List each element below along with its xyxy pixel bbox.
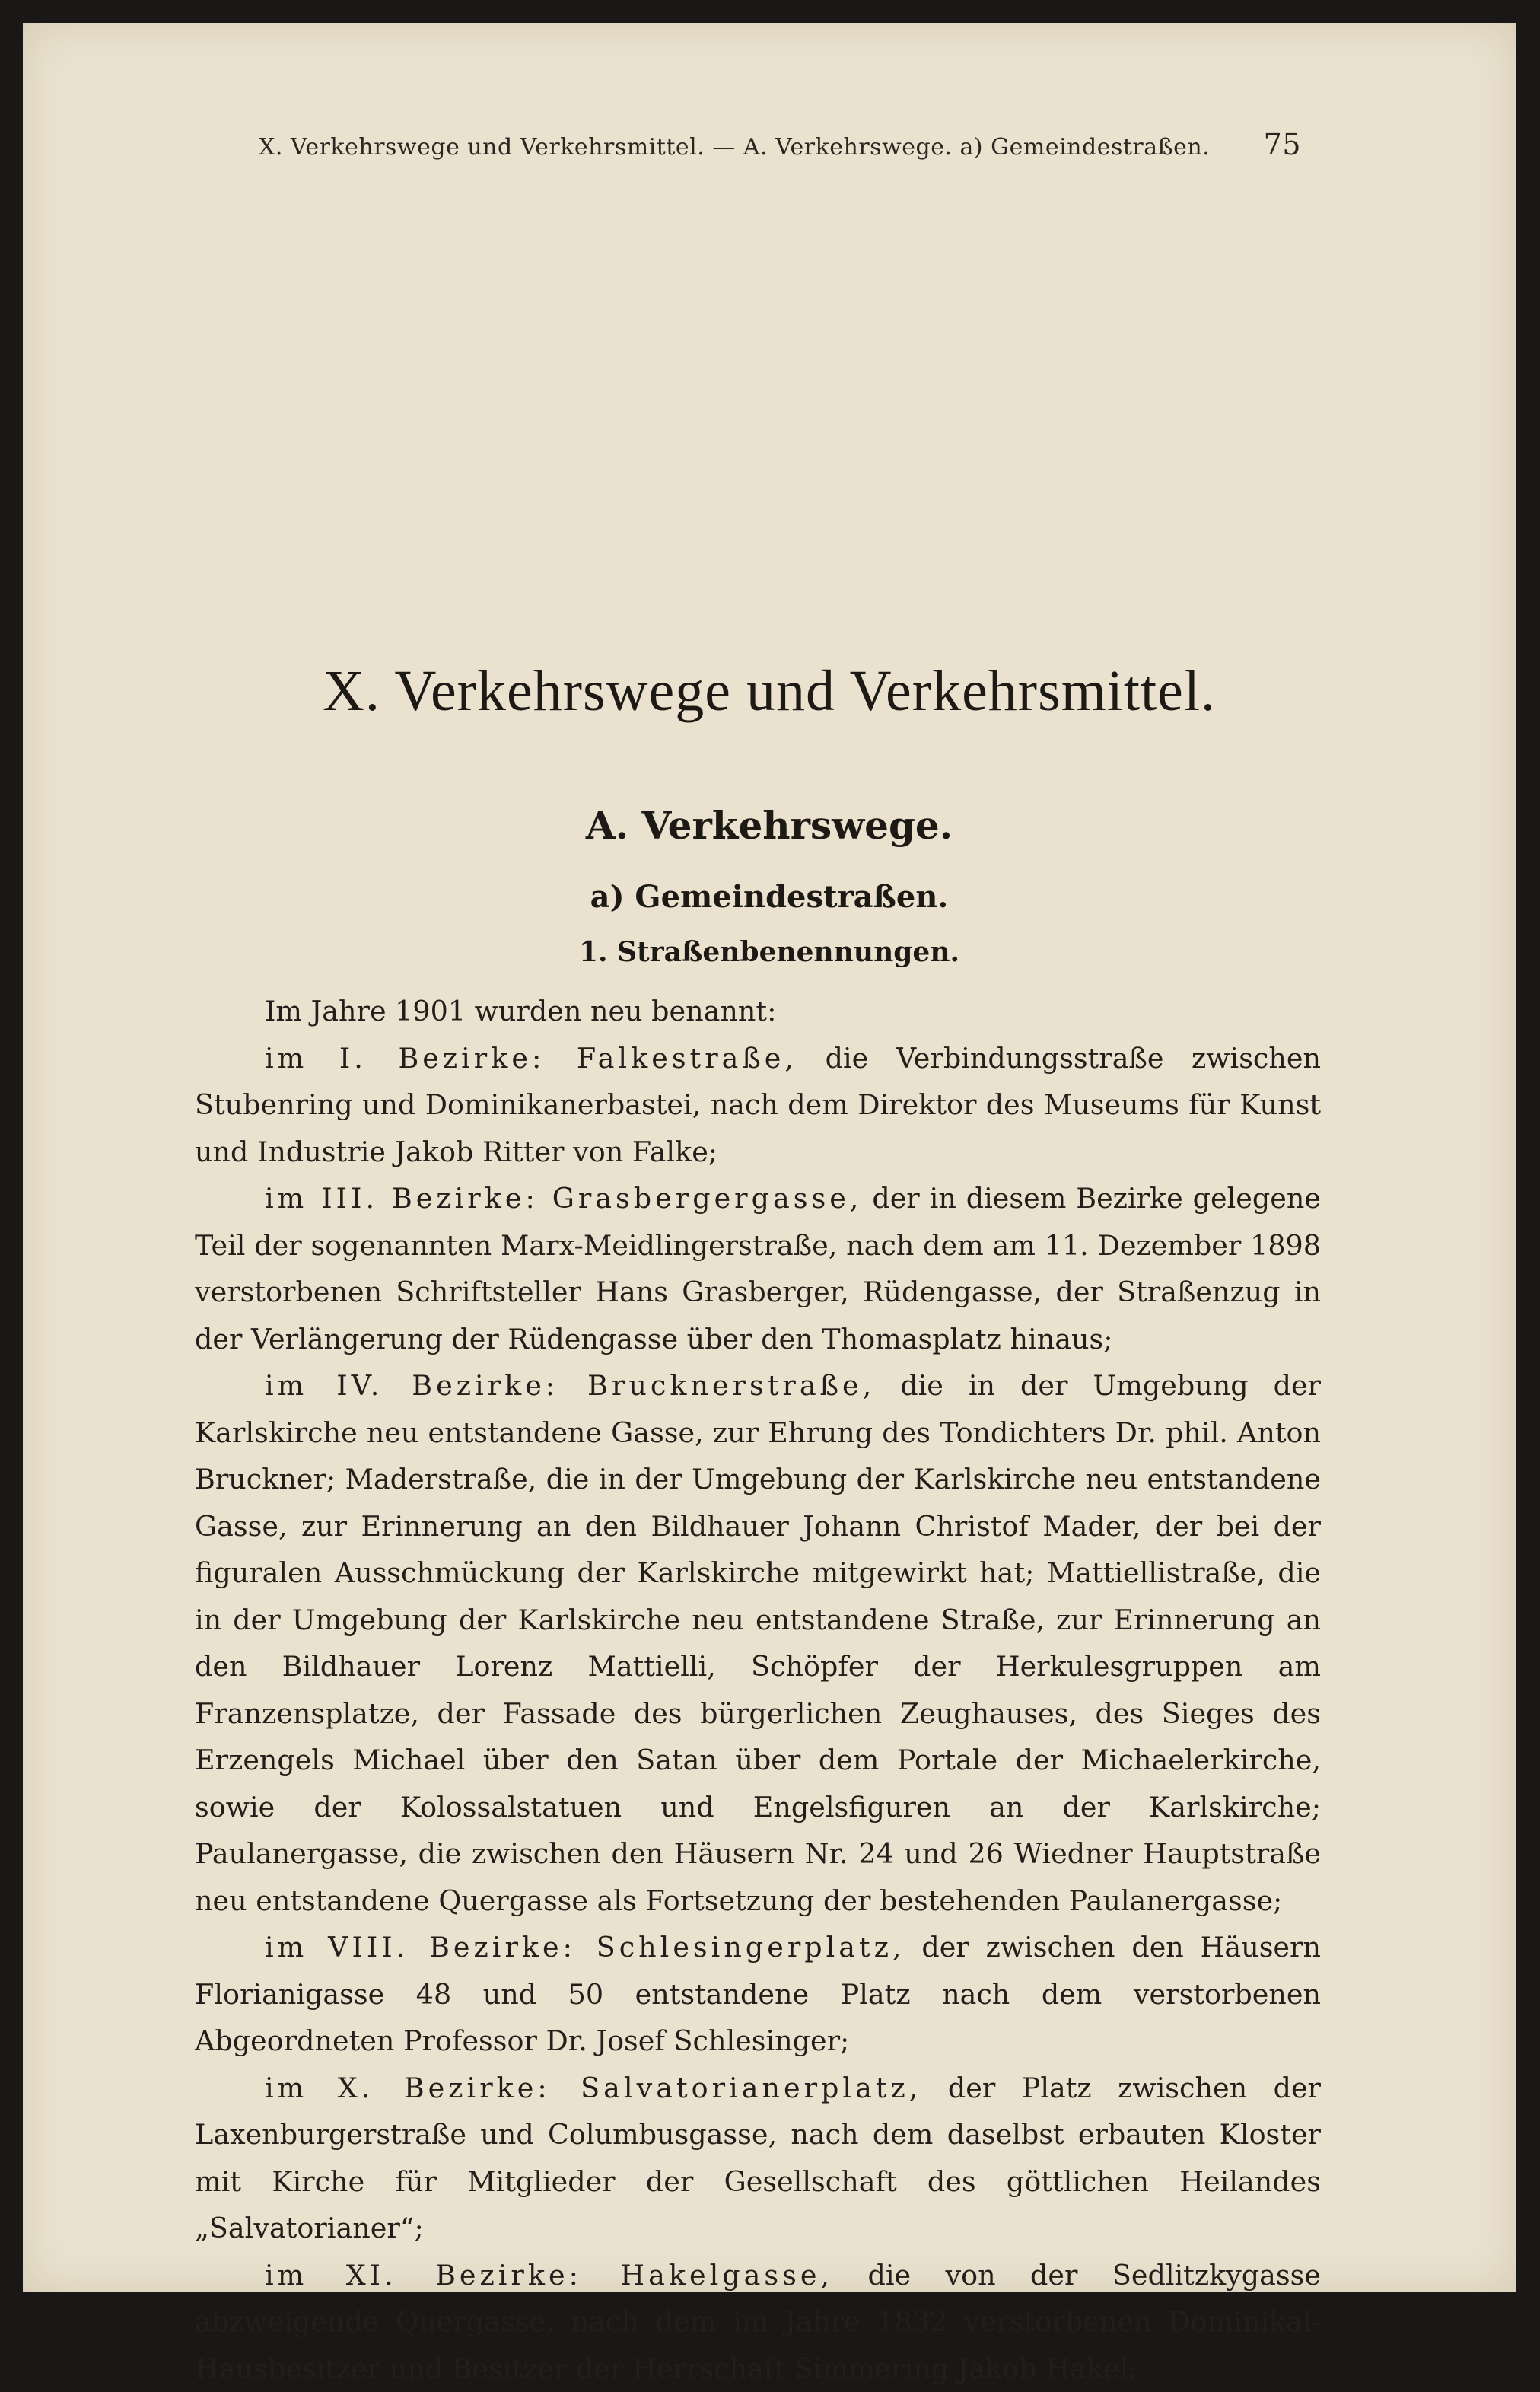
paragraph-text: die Verbindungsstraße zwischen Stubenring und Dominikanerbastei, nach dem Direktor des Museums für Kunst und Industrie Jakob Ritter von Falke; <box>195 1042 1321 1168</box>
paragraph-text: der in diesem Bezirke gelegene Teil der sogenannten Marx-Meidlingerstraße, nach dem am 11. Dezember 1898 verstorbenen Schriftsteller Hans Grasberger, Rüdengasse, der Straßenzug in der Verlängerung der Rüdengasse über den Thomasplatz hinaus; <box>195 1182 1321 1355</box>
paragraph-intro <box>195 988 1321 1035</box>
paragraph-district-4 <box>195 1362 1321 1924</box>
running-head-title: X. Verkehrswege und Verkehrsmittel. — A. Verkehrswege. a) Gemeindestraßen. <box>259 134 1210 161</box>
body-text <box>195 988 1321 2392</box>
paragraph-text: Im Jahre 1901 wurden neu benannt: <box>265 995 776 1027</box>
paragraph-text: der zwischen den Häusern Florianigasse 48 und 50 entstandene Platz nach dem verstorbenen Abgeordneten Professor Dr. Josef Schlesinger; <box>195 1931 1321 2057</box>
paragraph-lead: im III. Bezirke: Grasbergergasse, <box>265 1182 862 1215</box>
paragraph-lead: im XI. Bezirke: Hakelgasse, <box>265 2259 833 2292</box>
paragraph-text: die in der Umgebung der Karlskirche neu entstandene Gasse, zur Ehrung des Tondichters Dr. phil. Anton Bruckner; Maderstraße, die in der Umgebung der Karlskirche neu entstandene Gasse, zur Erinnerung an den Bildhauer Johann Christof Mader, der bei der figuralen Ausschmückung der Karlskirche mitgewirkt hat; Mattiellistraße, die in der Umgebung der Karlskirche neu entstandene Straße, zur Erinnerung an den Bildhauer Lorenz Mattielli, Schöpfer der Herkulesgruppen am Franzensplatze, der Fassade des bürgerlichen Zeughauses, des Sieges des Erzengels Michael über den Satan über dem Portale der Michaelerkirche, sowie der Kolossalstatuen und Engelsfiguren an der Karlskirche; Paulanergasse, die zwischen den Häusern Nr. 24 und 26 Wiedner Hauptstraße neu entstandene Quergasse als Fortsetzung der bestehenden Paulanergasse; <box>195 1369 1321 1917</box>
paragraph-text: die von der Sedlitzkygasse abzweigende Quergasse, nach dem im Jahre 1832 verstorbenen Dominikal-Hausbesitzer und Besitzer der Herrschaft Simmering Jakob Hakel; <box>195 2259 1321 2385</box>
chapter-title: X. Verkehrswege und Verkehrsmittel. <box>23 658 1516 725</box>
subsection-title: a) Gemeindestraßen. <box>23 879 1516 915</box>
paragraph-district-1 <box>195 1035 1321 1176</box>
paragraph-district-3 <box>195 1175 1321 1362</box>
paragraph-district-8 <box>195 1924 1321 2065</box>
paragraph-district-10 <box>195 2065 1321 2252</box>
paragraph-district-11 <box>195 2252 1321 2392</box>
subsubsection-title: 1. Straßenbenennungen. <box>23 936 1516 968</box>
paragraph-lead: im VIII. Bezirke: Schlesingerplatz, <box>265 1931 905 1964</box>
paragraph-lead: im IV. Bezirke: Brucknerstraße, <box>265 1369 875 1402</box>
section-title: A. Verkehrswege. <box>23 803 1516 848</box>
page-number: 75 <box>1264 128 1301 161</box>
document-page <box>23 23 1516 2292</box>
paragraph-lead: im X. Bezirke: Salvatorianerplatz, <box>265 2072 921 2104</box>
paragraph-text: der Platz zwischen der Laxenburgerstraße und Columbusgasse, nach dem daselbst erbauten Kloster mit Kirche für Mitglieder der Gesellschaft des göttlichen Heilandes „Salvatorianer“; <box>195 2072 1321 2245</box>
running-head <box>259 128 1301 161</box>
paragraph-lead: im I. Bezirke: Falkestraße, <box>265 1042 797 1075</box>
